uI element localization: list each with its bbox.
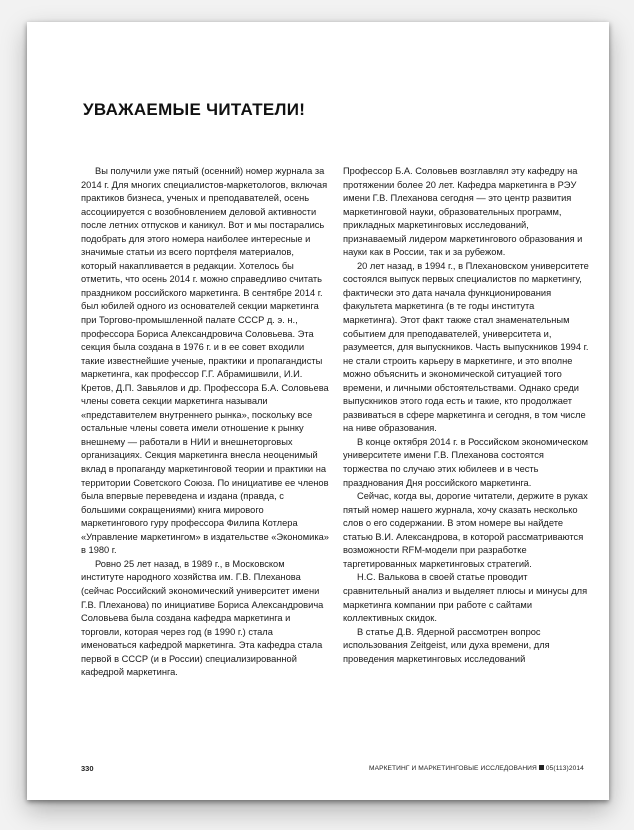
paragraph: В конце октября 2014 г. в Российском экономическом университете имени Г.В. Плеханова состоятся торжества по случаю этих юбилеев и в честь празднования Дня российского маркетинга. [343,436,589,488]
square-bullet-icon [539,765,544,770]
paragraph: Н.С. Валькова в своей статье проводит сравнительный анализ и выделяет плюсы и минусы для маркетинга компании при работе с сайтами коллективных скидок. [343,572,588,624]
paragraph: В статье Д.В. Ядерной рассмотрен вопрос использования Zeitgeist, или духа времени, для проведения маркетинговых исследований [343,626,550,664]
page-title: УВАЖАЕМЫЕ ЧИТАТЕЛИ! [83,100,306,119]
paragraph: 20 лет назад, в 1994 г., в Плехановском университете состоялся выпуск первых специалистов по маркетингу, фактически это дата начала функционирования факультета маркетинга (в те годы института маркетинга). Этот факт также стал знаменательным событием для преподавателей, университета и, разумеется, для выпускников. Часть выпускников 1994 г. не стали строить карьеру в маркетинге, и это вполне можно объяснить и экономической ситуацией того времени, и личными обстоятельствами. Однако среди выпускников этого года есть и такие, кто продолжает развиваться в сфере маркетинга и сегодня, в том числе на ниве образования. [343,260,589,434]
issue-number: 05(113)2014 [545,765,584,772]
right-text-column [343,165,591,725]
paragraph: Сейчас, когда вы, дорогие читатели, держите в руках пятый номер нашего журнала, хочу сказать несколько слов о его содержании. В этом номере вы найдете статью В.И. Александрова, в которой рассматриваются возможности RFM-модели при разработке таргетированных маркетинговых стратегий. [343,491,588,569]
paragraph: Профессор Б.А. Соловьев возглавлял эту кафедру на протяжении более 20 лет. Кафедра маркетинга в РЭУ имени Г.В. Плеханова сегодня — это центр развития маркетинговой науки, образовательных программ, прикладных маркетинговых исследований, признаваемый лидером маркетингового образования и науки как в России, так и за рубежом. [343,166,583,258]
paragraph: Вы получили уже пятый (осенний) номер журнала за 2014 г. Для многих специалистов-маркетологов, включая практиков бизнеса, ученых и преподавателей, осень ассоциируется с возобновлением деловой активности после летних отпусков и каникул. Вот и мы постарались подобрать для этого номера наиболее интересные и значимые статьи из всего портфеля материалов, который накапливается в редакции. Хотелось бы отметить, что осень 2014 г. можно справедливо считать праздником российского маркетинга. В сентябре 2014 г. был юбилей одного из основателей секции маркетинга при Торгово-промышленной палате СССР д. э. н., профессора Бориса Александровича Соловьева. Эта секция была создана в 1976 г. и в ее совет входили такие известнейшие ученые, практики и пропагандисты маркетинга, как профессор Г.Г. Абрамишвили, И.И. Кретов, Д.П. Завьялов и др. Профессора Б.А. Соловьева члены совета секции маркетинга называли «представителем внутреннего рынка», поскольку все остальные члены совета имели отношение к рынку внешнему — работали в НИИ и внешнеторговых организациях. Секция маркетинга внесла неоценимый вклад в пропаганду маркетинговой теории и практики на территории Советского Союза. По инициативе ее членов была впервые переведена и издана (правда, с большими сокращениями) книга мирового маркетингового гуру профессора Филипа Котлера «Управление маркетингом» в издательстве «Экономика» в 1980 г. [81,166,329,556]
running-footer [369,765,584,772]
journal-page [27,22,609,800]
left-text-column [81,165,329,725]
journal-name: МАРКЕТИНГ И МАРКЕТИНГОВЫЕ ИССЛЕДОВАНИЯ [369,765,537,772]
page-number: 330 [81,764,94,773]
paragraph: Ровно 25 лет назад, в 1989 г., в Московском институте народного хозяйства им. Г.В. Плеханова (сейчас Российский экономический университет имени Г.В. Плеханова) по инициативе Бориса Александровича Соловьева была создана кафедра маркетинга и торговли, которая через год (в 1990 г.) стала именоваться кафедрой маркетинга. Эта кафедра стала первой в СССР (и в России) специализированной кафедрой маркетинга. [81,558,324,678]
